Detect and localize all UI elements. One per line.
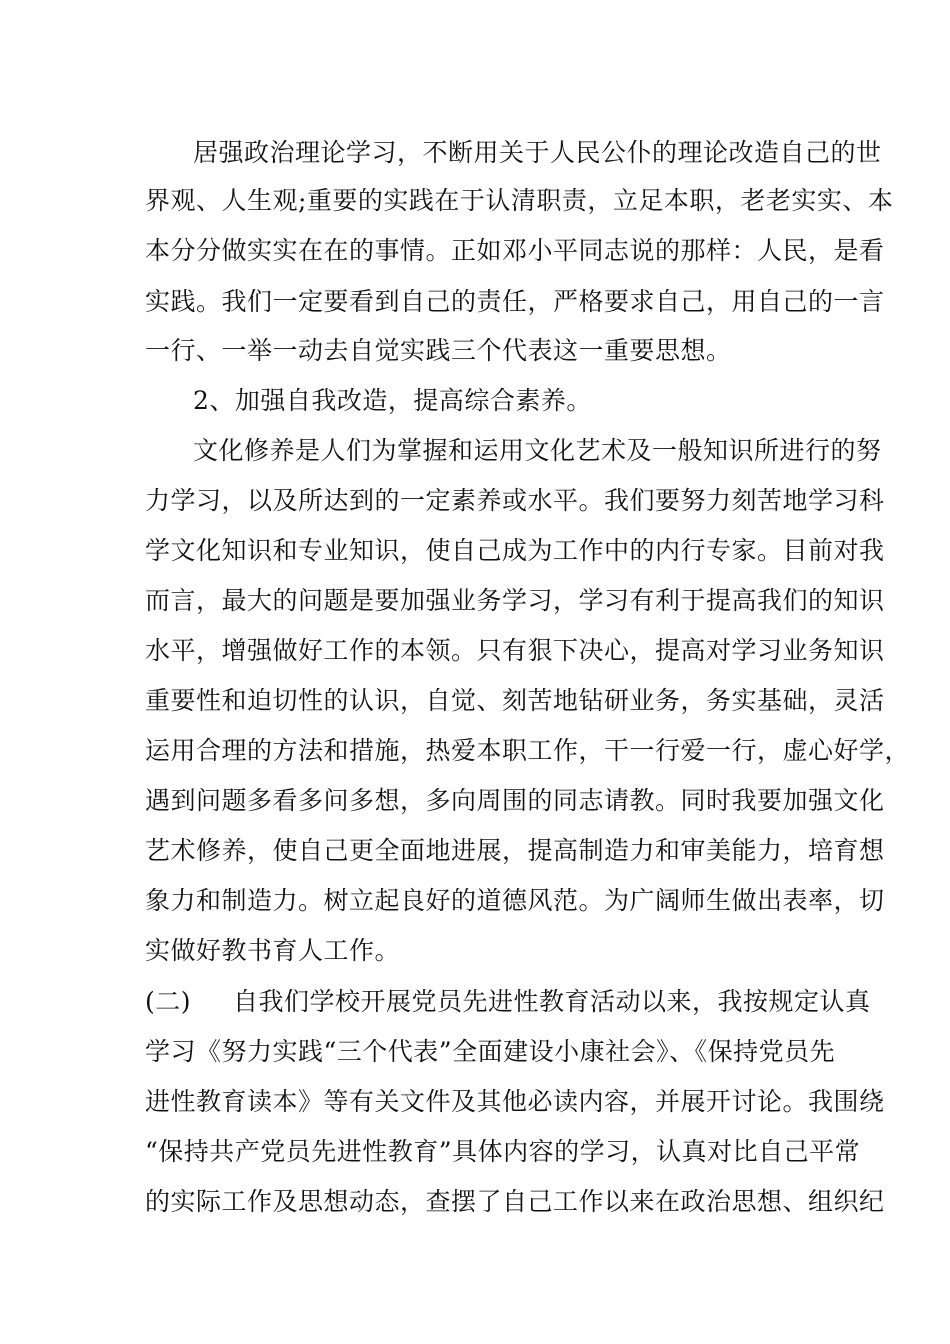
paragraph-line: 本分分做实实在在的事情。正如邓小平同志说的那样：人民，是看 bbox=[145, 236, 885, 265]
section-marker: (二) bbox=[145, 987, 192, 1016]
paragraph-line: 文化修养是人们为掌握和运用文化艺术及一般知识所进行的努 bbox=[193, 436, 882, 465]
paragraph-line: 遇到问题多看多问多想，多向周围的同志请教。同时我要加强文化 bbox=[145, 786, 885, 815]
section-heading: 2、加强自我改造，提高综合素养。 bbox=[193, 386, 592, 415]
paragraph-line: 艺术修养，使自己更全面地进展，提高制造力和审美能力，培育想 bbox=[145, 836, 885, 865]
paragraph-line: 而言，最大的问题是要加强业务学习，学习有利于提高我们的知识 bbox=[145, 586, 885, 615]
paragraph-line: 重要性和迫切性的认识，自觉、刻苦地钻研业务，务实基础，灵活 bbox=[145, 686, 885, 715]
paragraph-line: 象力和制造力。树立起良好的道德风范。为广阔师生做出表率，切 bbox=[145, 886, 885, 915]
paragraph-line: 学文化知识和专业知识，使自己成为工作中的内行专家。目前对我 bbox=[145, 536, 885, 565]
paragraph-line: 自我们学校开展党员先进性教育活动以来，我按规定认真 bbox=[233, 987, 871, 1016]
paragraph-line: 力学习，以及所达到的一定素养或水平。我们要努力刻苦地学习科 bbox=[145, 486, 885, 515]
paragraph-line: “保持共产党员先进性教育”具体内容的学习，认真对比自己平常 bbox=[145, 1137, 861, 1166]
paragraph-line: 界观、人生观;重要的实践在于认清职责，立足本职，老老实实、本 bbox=[145, 186, 894, 215]
paragraph-line: 一行、一举一动去自觉实践三个代表这一重要思想。 bbox=[145, 336, 732, 365]
paragraph-line: 的实际工作及思想动态，查摆了自己工作以来在政治思想、组织纪 bbox=[145, 1187, 885, 1216]
paragraph-line: 居强政治理论学习，不断用关于人民公仆的理论改造自己的世 bbox=[193, 138, 882, 167]
paragraph-line: 学习《努力实践“三个代表”全面建设小康社会》、《保持党员先 bbox=[145, 1037, 836, 1066]
paragraph-line: 运用合理的方法和措施，热爱本职工作，干一行爱一行，虚心好学， bbox=[145, 736, 911, 765]
paragraph-line: 实做好教书育人工作。 bbox=[145, 936, 401, 965]
paragraph-line: 实践。我们一定要看到自己的责任，严格要求自己，用自己的一言 bbox=[145, 287, 885, 316]
paragraph-line: 进性教育读本》等有关文件及其他必读内容，并展开讨论。我围绕 bbox=[145, 1087, 885, 1116]
paragraph-line: 水平，增强做好工作的本领。只有狠下决心，提高对学习业务知识 bbox=[145, 636, 885, 665]
